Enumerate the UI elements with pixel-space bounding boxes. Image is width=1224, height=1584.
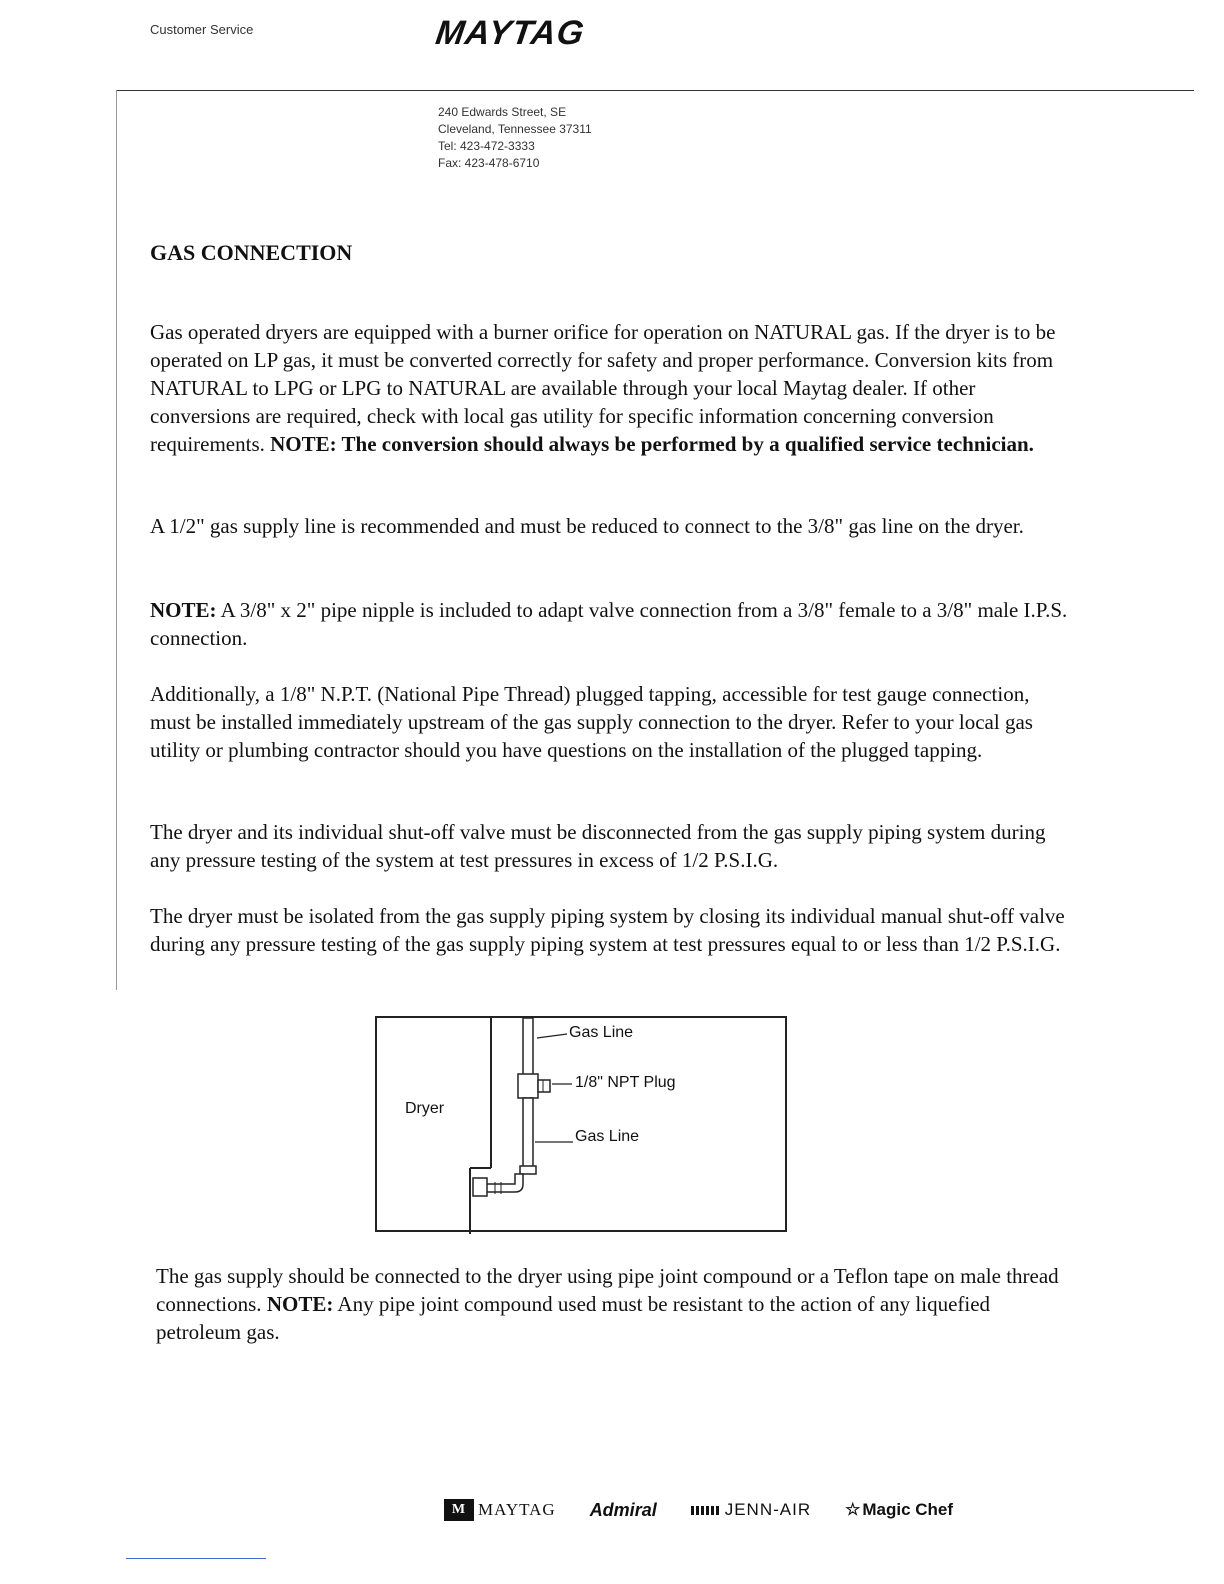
paragraph-conversion-note: NOTE: The conversion should always be performed by a qualified service technician. [270,432,1034,456]
bottom-underline [126,1558,266,1559]
footer-magic-chef-name: Magic Chef [862,1500,954,1519]
gas-connection-diagram [375,1016,787,1232]
top-rule [116,90,1194,91]
section-heading: GAS CONNECTION [150,240,353,265]
paragraph-conversion [150,318,1070,458]
chef-hat-icon: ☆ [845,1500,861,1519]
footer-admiral-logo: Admiral [589,1499,657,1520]
jenn-air-mark-icon [691,1506,721,1515]
address-fax: Fax: 423-478-6710 [438,156,540,170]
paragraph-pipe-compound [156,1262,1076,1346]
note-label: NOTE: [150,598,217,622]
gas-line-bottom-label: Gas Line [575,1128,640,1145]
diagram-drawing [377,1018,789,1234]
paragraph-supply-line: A 1/2" gas supply line is recommended and must be reduced to connect to the 3/8" gas line on the dryer. [150,514,1024,538]
address-block [438,104,592,172]
footer-jenn-air-name: JENN-AIR [724,1500,812,1519]
gas-line-top-label: Gas Line [569,1024,634,1041]
paragraph-pipe-nipple [150,596,1070,652]
paragraph-plugged-tapping: Additionally, a 1/8" N.P.T. (National Pipe Thread) plugged tapping, accessible for test gauge connection, must be installed immediately upstream of the gas supply connection to the dryer. Refer to your local gas utility or plumbing contractor should you have questions on the installation of the plugged tapping. [150,682,1033,762]
note-label-2: NOTE: [266,1292,334,1316]
footer-brands [444,1490,953,1530]
footer-maytag-logo [444,1499,556,1521]
paragraph-isolate: The dryer must be isolated from the gas supply piping system by closing its individual manual shut-off valve during any pressure testing of the gas supply piping system at test pressures equal to or less than 1/2 P.S.I.G. [150,904,1065,956]
dryer-label: Dryer [405,1100,445,1117]
left-rule [116,90,117,990]
address-tel: Tel: 423-472-3333 [438,139,535,153]
paragraph-pipe-nipple-text: A 3/8" x 2" pipe nipple is included to adapt valve connection from a 3/8" female to a 3/8" male I.P.S. connection. [150,598,1068,650]
paragraph-disconnect: The dryer and its individual shut-off valve must be disconnected from the gas supply piping system during any pressure testing of the system at test pressures in excess of 1/2 P.S.I.G. [150,820,1046,872]
paragraph-conversion-text: Gas operated dryers are equipped with a burner orifice for operation on NATURAL gas. If the dryer is to be operated on LP gas, it must be converted correctly for safety and proper performance. Conversion kits from NATURAL to LPG or LPG to NATURAL are available through your local Maytag dealer. If other conversions are required, check with local gas utility for specific information concerning conversion requirements. [150,320,1056,456]
department-label: Customer Service [150,22,254,37]
footer-maytag-name: MAYTAG [478,1500,556,1519]
maytag-mark-icon: M [444,1499,474,1521]
paragraph-pipe-compound-text-2: Any pipe joint compound used must be resistant to the action of any liquefied petroleum gas. [156,1292,991,1344]
npt-plug-label: 1/8" NPT Plug [575,1074,676,1091]
footer-jenn-air-logo [691,1500,811,1520]
address-street: 240 Edwards Street, SE [438,105,567,119]
address-city: Cleveland, Tennessee 37311 [438,122,592,136]
footer-magic-chef-logo [845,1500,953,1520]
paragraph-pipe-compound-text: The gas supply should be connected to the dryer using pipe joint compound or a Teflon tape on male thread connections. [156,1264,1059,1316]
brand-logo: MAYTAG [433,14,588,52]
